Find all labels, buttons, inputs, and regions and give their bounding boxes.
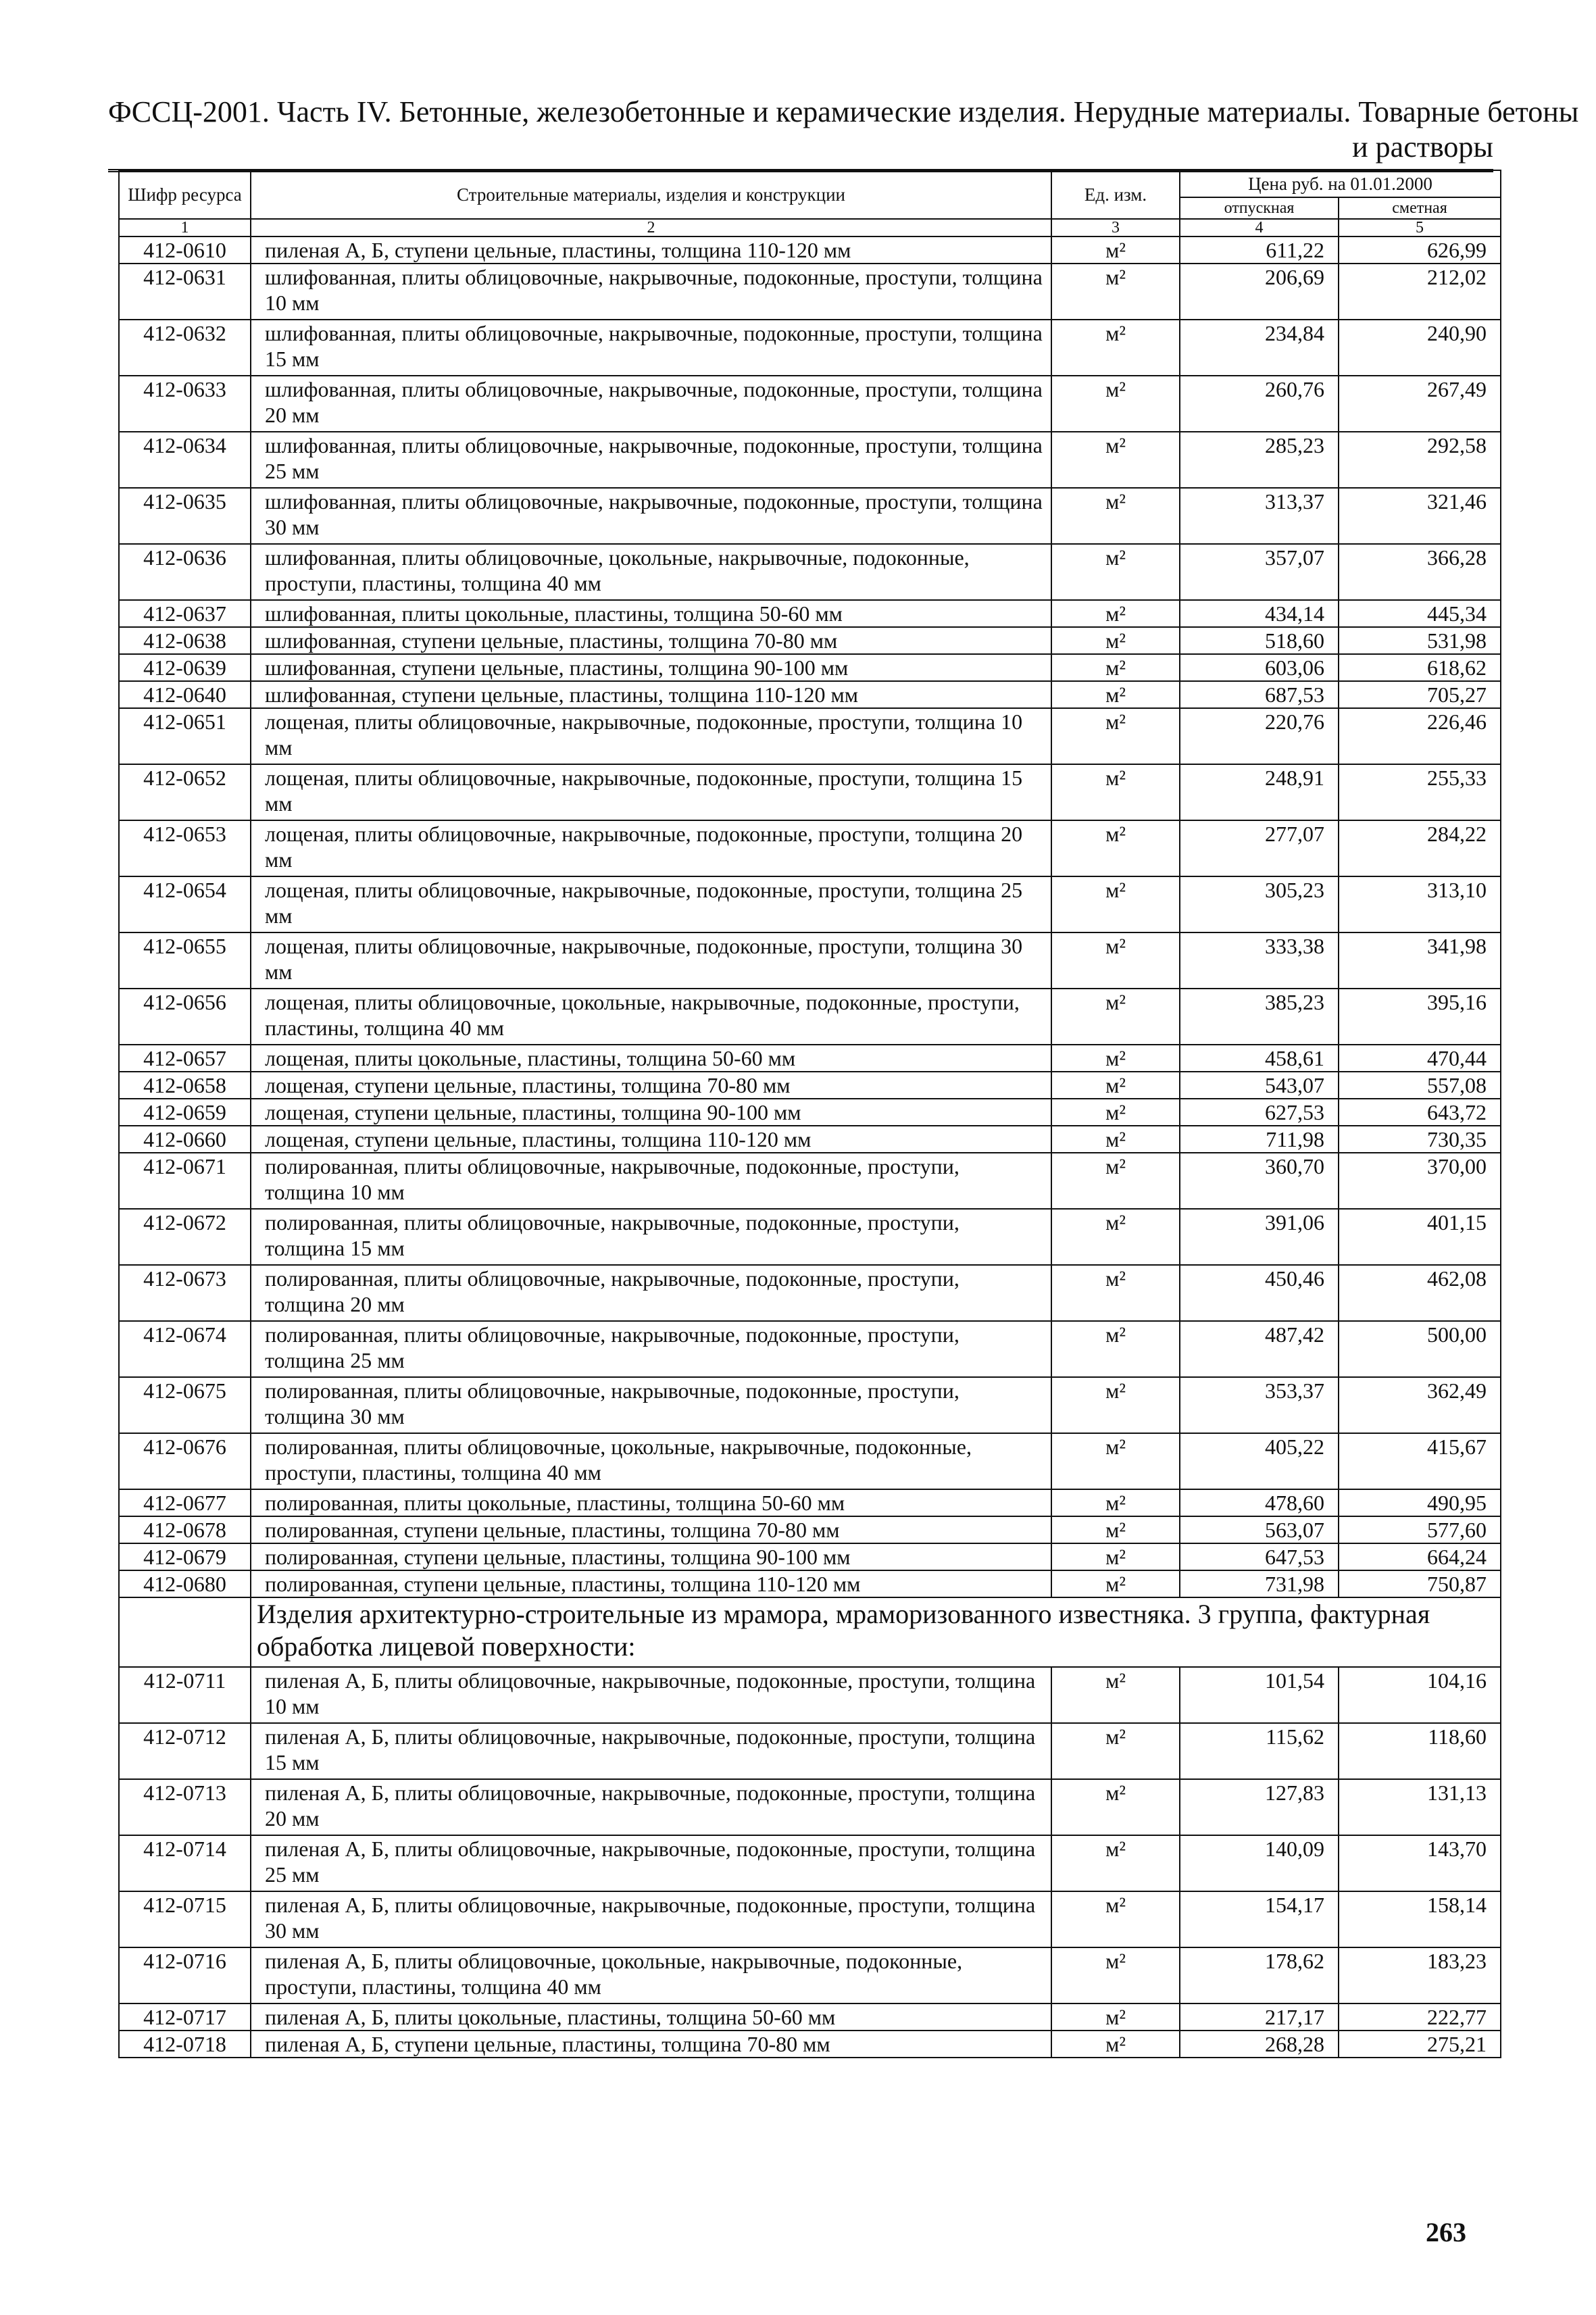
- release-price: 115,62: [1180, 1723, 1339, 1779]
- material-description: полированная, плиты облицовочные, накрывочные, подоконные, проступи, толщина 30 мм: [251, 1377, 1051, 1433]
- material-description: лощеная, плиты облицовочные, накрывочные, подоконные, проступи, толщина 25 мм: [251, 876, 1051, 932]
- resource-code: 412-0631: [119, 264, 251, 320]
- resource-code: 412-0673: [119, 1265, 251, 1321]
- table-row: [119, 1153, 1501, 1209]
- col-header-unit: Ед. изм.: [1051, 170, 1180, 219]
- col-header-estimate: сметная: [1339, 197, 1501, 219]
- col-header-code: Шифр ресурса: [119, 170, 251, 219]
- unit-of-measure: м²: [1051, 681, 1180, 708]
- estimate-price: 222,77: [1339, 2003, 1501, 2031]
- estimate-price: 730,35: [1339, 1126, 1501, 1153]
- table-row: [119, 600, 1501, 627]
- unit-of-measure: м²: [1051, 820, 1180, 876]
- resource-code: 412-0633: [119, 376, 251, 432]
- release-price: 140,09: [1180, 1835, 1339, 1891]
- material-description: пиленая А, Б, плиты облицовочные, накрывочные, подоконные, проступи, толщина 10 мм: [251, 1667, 1051, 1723]
- unit-of-measure: м²: [1051, 932, 1180, 989]
- release-price: 458,61: [1180, 1045, 1339, 1072]
- table-row: [119, 2031, 1501, 2058]
- material-description: шлифованная, ступени цельные, пластины, толщина 90-100 мм: [251, 654, 1051, 681]
- table-row: [119, 1570, 1501, 1597]
- col-header-description: Строительные материалы, изделия и конструкции: [251, 170, 1051, 219]
- resource-code: 412-0636: [119, 544, 251, 600]
- release-price: 611,22: [1180, 237, 1339, 264]
- estimate-price: 557,08: [1339, 1072, 1501, 1099]
- estimate-price: 626,99: [1339, 237, 1501, 264]
- table-row: [119, 1835, 1501, 1891]
- material-description: полированная, плиты облицовочные, накрывочные, подоконные, проступи, толщина 20 мм: [251, 1265, 1051, 1321]
- estimate-price: 401,15: [1339, 1209, 1501, 1265]
- resource-code: 412-0713: [119, 1779, 251, 1835]
- price-table: [118, 170, 1501, 2058]
- resource-code: 412-0672: [119, 1209, 251, 1265]
- estimate-price: 462,08: [1339, 1265, 1501, 1321]
- release-price: 277,07: [1180, 820, 1339, 876]
- resource-code: 412-0652: [119, 764, 251, 820]
- material-description: шлифованная, плиты облицовочные, накрывочные, подоконные, проступи, толщина 25 мм: [251, 432, 1051, 488]
- unit-of-measure: м²: [1051, 2003, 1180, 2031]
- unit-of-measure: м²: [1051, 600, 1180, 627]
- header-line-1: ФССЦ-2001. Часть IV. Бетонные, железобетонные и керамические изделия. Нерудные материалы. Товарные бетоны: [108, 95, 1579, 128]
- material-description: шлифованная, ступени цельные, пластины, толщина 110-120 мм: [251, 681, 1051, 708]
- estimate-price: 183,23: [1339, 1947, 1501, 2003]
- material-description: шлифованная, плиты цокольные, пластины, толщина 50-60 мм: [251, 600, 1051, 627]
- table-row: [119, 708, 1501, 764]
- column-number: 2: [251, 219, 1051, 237]
- release-price: 357,07: [1180, 544, 1339, 600]
- table-row: [119, 237, 1501, 264]
- table-row: [119, 1947, 1501, 2003]
- unit-of-measure: м²: [1051, 627, 1180, 654]
- material-description: пиленая А, Б, плиты цокольные, пластины, толщина 50-60 мм: [251, 2003, 1051, 2031]
- table-row: [119, 876, 1501, 932]
- estimate-price: 341,98: [1339, 932, 1501, 989]
- resource-code: 412-0635: [119, 488, 251, 544]
- unit-of-measure: м²: [1051, 264, 1180, 320]
- release-price: 478,60: [1180, 1489, 1339, 1516]
- unit-of-measure: м²: [1051, 764, 1180, 820]
- resource-code: 412-0634: [119, 432, 251, 488]
- table-row: [119, 1723, 1501, 1779]
- resource-code: 412-0717: [119, 2003, 251, 2031]
- estimate-price: 643,72: [1339, 1099, 1501, 1126]
- material-description: шлифованная, ступени цельные, пластины, толщина 70-80 мм: [251, 627, 1051, 654]
- estimate-price: 577,60: [1339, 1516, 1501, 1543]
- release-price: 101,54: [1180, 1667, 1339, 1723]
- column-numbers-row: [119, 219, 1501, 237]
- unit-of-measure: м²: [1051, 2031, 1180, 2058]
- material-description: лощеная, ступени цельные, пластины, толщина 90-100 мм: [251, 1099, 1051, 1126]
- table-row: [119, 1433, 1501, 1489]
- release-price: 518,60: [1180, 627, 1339, 654]
- table-row: [119, 2003, 1501, 2031]
- material-description: пиленая А, Б, ступени цельные, пластины, толщина 110-120 мм: [251, 237, 1051, 264]
- unit-of-measure: м²: [1051, 376, 1180, 432]
- resource-code: 412-0711: [119, 1667, 251, 1723]
- resource-code: 412-0678: [119, 1516, 251, 1543]
- release-price: 563,07: [1180, 1516, 1339, 1543]
- resource-code: 412-0637: [119, 600, 251, 627]
- page-header: [108, 95, 1579, 172]
- material-description: лощеная, плиты цокольные, пластины, толщина 50-60 мм: [251, 1045, 1051, 1072]
- table-body-marble-3: [119, 1667, 1501, 2058]
- table-row: [119, 1891, 1501, 1947]
- table-row: [119, 1667, 1501, 1723]
- column-number: 5: [1339, 219, 1501, 237]
- resource-code: 412-0639: [119, 654, 251, 681]
- resource-code: 412-0653: [119, 820, 251, 876]
- resource-code: 412-0659: [119, 1099, 251, 1126]
- table-row: [119, 681, 1501, 708]
- col-header-release: отпускная: [1180, 197, 1339, 219]
- material-description: шлифованная, плиты облицовочные, накрывочные, подоконные, проступи, толщина 20 мм: [251, 376, 1051, 432]
- unit-of-measure: м²: [1051, 1433, 1180, 1489]
- estimate-price: 705,27: [1339, 681, 1501, 708]
- resource-code: 412-0671: [119, 1153, 251, 1209]
- material-description: лощеная, плиты облицовочные, накрывочные, подоконные, проступи, толщина 30 мм: [251, 932, 1051, 989]
- estimate-price: 313,10: [1339, 876, 1501, 932]
- unit-of-measure: м²: [1051, 1543, 1180, 1570]
- release-price: 385,23: [1180, 989, 1339, 1045]
- col-header-price: Цена руб. на 01.01.2000: [1180, 170, 1501, 197]
- release-price: 711,98: [1180, 1126, 1339, 1153]
- material-description: пиленая А, Б, плиты облицовочные, накрывочные, подоконные, проступи, толщина 20 мм: [251, 1779, 1051, 1835]
- estimate-price: 292,58: [1339, 432, 1501, 488]
- resource-code: 412-0657: [119, 1045, 251, 1072]
- estimate-price: 284,22: [1339, 820, 1501, 876]
- estimate-price: 131,13: [1339, 1779, 1501, 1835]
- material-description: лощеная, плиты облицовочные, цокольные, накрывочные, подоконные, проступи, пластины, толщина 40 мм: [251, 989, 1051, 1045]
- table-row: [119, 1377, 1501, 1433]
- unit-of-measure: м²: [1051, 1570, 1180, 1597]
- column-number: 4: [1180, 219, 1339, 237]
- material-description: полированная, ступени цельные, пластины, толщина 90-100 мм: [251, 1543, 1051, 1570]
- material-description: пиленая А, Б, плиты облицовочные, цокольные, накрывочные, подоконные, проступи, пластины, толщина 40 мм: [251, 1947, 1051, 2003]
- table-row: [119, 820, 1501, 876]
- release-price: 313,37: [1180, 488, 1339, 544]
- release-price: 305,23: [1180, 876, 1339, 932]
- resource-code: 412-0715: [119, 1891, 251, 1947]
- estimate-price: 255,33: [1339, 764, 1501, 820]
- column-number: 1: [119, 219, 251, 237]
- unit-of-measure: м²: [1051, 1209, 1180, 1265]
- resource-code: 412-0679: [119, 1543, 251, 1570]
- material-description: лощеная, ступени цельные, пластины, толщина 70-80 мм: [251, 1072, 1051, 1099]
- column-number: 3: [1051, 219, 1180, 237]
- release-price: 206,69: [1180, 264, 1339, 320]
- table-row: [119, 1489, 1501, 1516]
- estimate-price: 470,44: [1339, 1045, 1501, 1072]
- table-row: [119, 627, 1501, 654]
- unit-of-measure: м²: [1051, 544, 1180, 600]
- release-price: 360,70: [1180, 1153, 1339, 1209]
- release-price: 434,14: [1180, 600, 1339, 627]
- resource-code: 412-0716: [119, 1947, 251, 2003]
- unit-of-measure: м²: [1051, 1321, 1180, 1377]
- estimate-price: 275,21: [1339, 2031, 1501, 2058]
- resource-code: 412-0675: [119, 1377, 251, 1433]
- material-description: лощеная, плиты облицовочные, накрывочные, подоконные, проступи, толщина 15 мм: [251, 764, 1051, 820]
- estimate-price: 618,62: [1339, 654, 1501, 681]
- estimate-price: 267,49: [1339, 376, 1501, 432]
- unit-of-measure: м²: [1051, 989, 1180, 1045]
- table-row: [119, 1779, 1501, 1835]
- release-price: 405,22: [1180, 1433, 1339, 1489]
- material-description: шлифованная, плиты облицовочные, цокольные, накрывочные, подоконные, проступи, пластины, толщина 40 мм: [251, 544, 1051, 600]
- estimate-price: 226,46: [1339, 708, 1501, 764]
- table-row: [119, 432, 1501, 488]
- unit-of-measure: м²: [1051, 654, 1180, 681]
- material-description: лощеная, плиты облицовочные, накрывочные, подоконные, проступи, толщина 20 мм: [251, 820, 1051, 876]
- unit-of-measure: м²: [1051, 237, 1180, 264]
- estimate-price: 445,34: [1339, 600, 1501, 627]
- release-price: 220,76: [1180, 708, 1339, 764]
- table-row: [119, 1126, 1501, 1153]
- release-price: 353,37: [1180, 1377, 1339, 1433]
- unit-of-measure: м²: [1051, 1891, 1180, 1947]
- release-price: 268,28: [1180, 2031, 1339, 2058]
- release-price: 487,42: [1180, 1321, 1339, 1377]
- estimate-price: 664,24: [1339, 1543, 1501, 1570]
- material-description: шлифованная, плиты облицовочные, накрывочные, подоконные, проступи, толщина 30 мм: [251, 488, 1051, 544]
- table-row: [119, 1321, 1501, 1377]
- table-row: [119, 264, 1501, 320]
- release-price: 687,53: [1180, 681, 1339, 708]
- unit-of-measure: м²: [1051, 1099, 1180, 1126]
- material-description: полированная, ступени цельные, пластины, толщина 70-80 мм: [251, 1516, 1051, 1543]
- release-price: 285,23: [1180, 432, 1339, 488]
- material-description: полированная, плиты облицовочные, цокольные, накрывочные, подоконные, проступи, пластины, толщина 40 мм: [251, 1433, 1051, 1489]
- release-price: 627,53: [1180, 1099, 1339, 1126]
- release-price: 391,06: [1180, 1209, 1339, 1265]
- unit-of-measure: м²: [1051, 1072, 1180, 1099]
- table-row: [119, 488, 1501, 544]
- release-price: 217,17: [1180, 2003, 1339, 2031]
- header-line-2: и растворы: [1352, 130, 1493, 164]
- unit-of-measure: м²: [1051, 876, 1180, 932]
- estimate-price: 750,87: [1339, 1570, 1501, 1597]
- estimate-price: 415,67: [1339, 1433, 1501, 1489]
- section-row: [119, 1597, 1501, 1667]
- table-row: [119, 1099, 1501, 1126]
- material-description: полированная, плиты облицовочные, накрывочные, подоконные, проступи, толщина 10 мм: [251, 1153, 1051, 1209]
- resource-code: 412-0654: [119, 876, 251, 932]
- material-description: пиленая А, Б, плиты облицовочные, накрывочные, подоконные, проступи, толщина 30 мм: [251, 1891, 1051, 1947]
- resource-code: 412-0640: [119, 681, 251, 708]
- release-price: 127,83: [1180, 1779, 1339, 1835]
- release-price: 603,06: [1180, 654, 1339, 681]
- unit-of-measure: м²: [1051, 488, 1180, 544]
- release-price: 248,91: [1180, 764, 1339, 820]
- page-number: 263: [1426, 2217, 1466, 2247]
- table-row: [119, 1265, 1501, 1321]
- material-description: лощеная, ступени цельные, пластины, толщина 110-120 мм: [251, 1126, 1051, 1153]
- material-description: пиленая А, Б, плиты облицовочные, накрывочные, подоконные, проступи, толщина 25 мм: [251, 1835, 1051, 1891]
- unit-of-measure: м²: [1051, 1377, 1180, 1433]
- resource-code: 412-0677: [119, 1489, 251, 1516]
- table-row: [119, 932, 1501, 989]
- estimate-price: 143,70: [1339, 1835, 1501, 1891]
- unit-of-measure: м²: [1051, 320, 1180, 376]
- resource-code: 412-0656: [119, 989, 251, 1045]
- release-price: 333,38: [1180, 932, 1339, 989]
- material-description: пиленая А, Б, плиты облицовочные, накрывочные, подоконные, проступи, толщина 15 мм: [251, 1723, 1051, 1779]
- release-price: 260,76: [1180, 376, 1339, 432]
- resource-code: 412-0610: [119, 237, 251, 264]
- unit-of-measure: м²: [1051, 708, 1180, 764]
- unit-of-measure: м²: [1051, 1947, 1180, 2003]
- resource-code: 412-0632: [119, 320, 251, 376]
- table-row: [119, 989, 1501, 1045]
- material-description: полированная, плиты цокольные, пластины, толщина 50-60 мм: [251, 1489, 1051, 1516]
- material-description: шлифованная, плиты облицовочные, накрывочные, подоконные, проступи, толщина 15 мм: [251, 320, 1051, 376]
- unit-of-measure: м²: [1051, 1153, 1180, 1209]
- resource-code: 412-0658: [119, 1072, 251, 1099]
- estimate-price: 500,00: [1339, 1321, 1501, 1377]
- release-price: 234,84: [1180, 320, 1339, 376]
- material-description: полированная, плиты облицовочные, накрывочные, подоконные, проступи, толщина 15 мм: [251, 1209, 1051, 1265]
- table-row: [119, 764, 1501, 820]
- release-price: 731,98: [1180, 1570, 1339, 1597]
- unit-of-measure: м²: [1051, 1667, 1180, 1723]
- release-price: 647,53: [1180, 1543, 1339, 1570]
- estimate-price: 158,14: [1339, 1891, 1501, 1947]
- resource-code: 412-0712: [119, 1723, 251, 1779]
- resource-code: 412-0651: [119, 708, 251, 764]
- table-row: [119, 1045, 1501, 1072]
- estimate-price: 370,00: [1339, 1153, 1501, 1209]
- section-title: Изделия архитектурно-строительные из мрамора, мраморизованного известняка. 3 группа, фактурная обработка лицевой поверхности:: [251, 1597, 1501, 1667]
- estimate-price: 212,02: [1339, 264, 1501, 320]
- release-price: 154,17: [1180, 1891, 1339, 1947]
- resource-code: 412-0680: [119, 1570, 251, 1597]
- resource-code: 412-0674: [119, 1321, 251, 1377]
- unit-of-measure: м²: [1051, 1723, 1180, 1779]
- unit-of-measure: м²: [1051, 1265, 1180, 1321]
- estimate-price: 395,16: [1339, 989, 1501, 1045]
- table-row: [119, 1516, 1501, 1543]
- estimate-price: 104,16: [1339, 1667, 1501, 1723]
- resource-code: 412-0655: [119, 932, 251, 989]
- estimate-price: 321,46: [1339, 488, 1501, 544]
- section-block: [119, 1597, 1501, 1667]
- unit-of-measure: м²: [1051, 1489, 1180, 1516]
- resource-code: 412-0714: [119, 1835, 251, 1891]
- unit-of-measure: м²: [1051, 1045, 1180, 1072]
- resource-code: 412-0638: [119, 627, 251, 654]
- table-row: [119, 544, 1501, 600]
- table-row: [119, 1072, 1501, 1099]
- material-description: пиленая А, Б, ступени цельные, пластины, толщина 70-80 мм: [251, 2031, 1051, 2058]
- table-row: [119, 1209, 1501, 1265]
- material-description: полированная, плиты облицовочные, накрывочные, подоконные, проступи, толщина 25 мм: [251, 1321, 1051, 1377]
- unit-of-measure: м²: [1051, 432, 1180, 488]
- release-price: 178,62: [1180, 1947, 1339, 2003]
- release-price: 543,07: [1180, 1072, 1339, 1099]
- estimate-price: 240,90: [1339, 320, 1501, 376]
- unit-of-measure: м²: [1051, 1835, 1180, 1891]
- table-row: [119, 320, 1501, 376]
- estimate-price: 531,98: [1339, 627, 1501, 654]
- unit-of-measure: м²: [1051, 1779, 1180, 1835]
- table-row: [119, 654, 1501, 681]
- release-price: 450,46: [1180, 1265, 1339, 1321]
- material-description: полированная, ступени цельные, пластины, толщина 110-120 мм: [251, 1570, 1051, 1597]
- resource-code: 412-0718: [119, 2031, 251, 2058]
- table-row: [119, 376, 1501, 432]
- unit-of-measure: м²: [1051, 1126, 1180, 1153]
- resource-code: 412-0660: [119, 1126, 251, 1153]
- estimate-price: 366,28: [1339, 544, 1501, 600]
- material-description: лощеная, плиты облицовочные, накрывочные, подоконные, проступи, толщина 10 мм: [251, 708, 1051, 764]
- material-description: шлифованная, плиты облицовочные, накрывочные, подоконные, проступи, толщина 10 мм: [251, 264, 1051, 320]
- estimate-price: 118,60: [1339, 1723, 1501, 1779]
- table-body-marble-2: [119, 237, 1501, 1597]
- resource-code: 412-0676: [119, 1433, 251, 1489]
- estimate-price: 362,49: [1339, 1377, 1501, 1433]
- table-row: [119, 1543, 1501, 1570]
- estimate-price: 490,95: [1339, 1489, 1501, 1516]
- unit-of-measure: м²: [1051, 1516, 1180, 1543]
